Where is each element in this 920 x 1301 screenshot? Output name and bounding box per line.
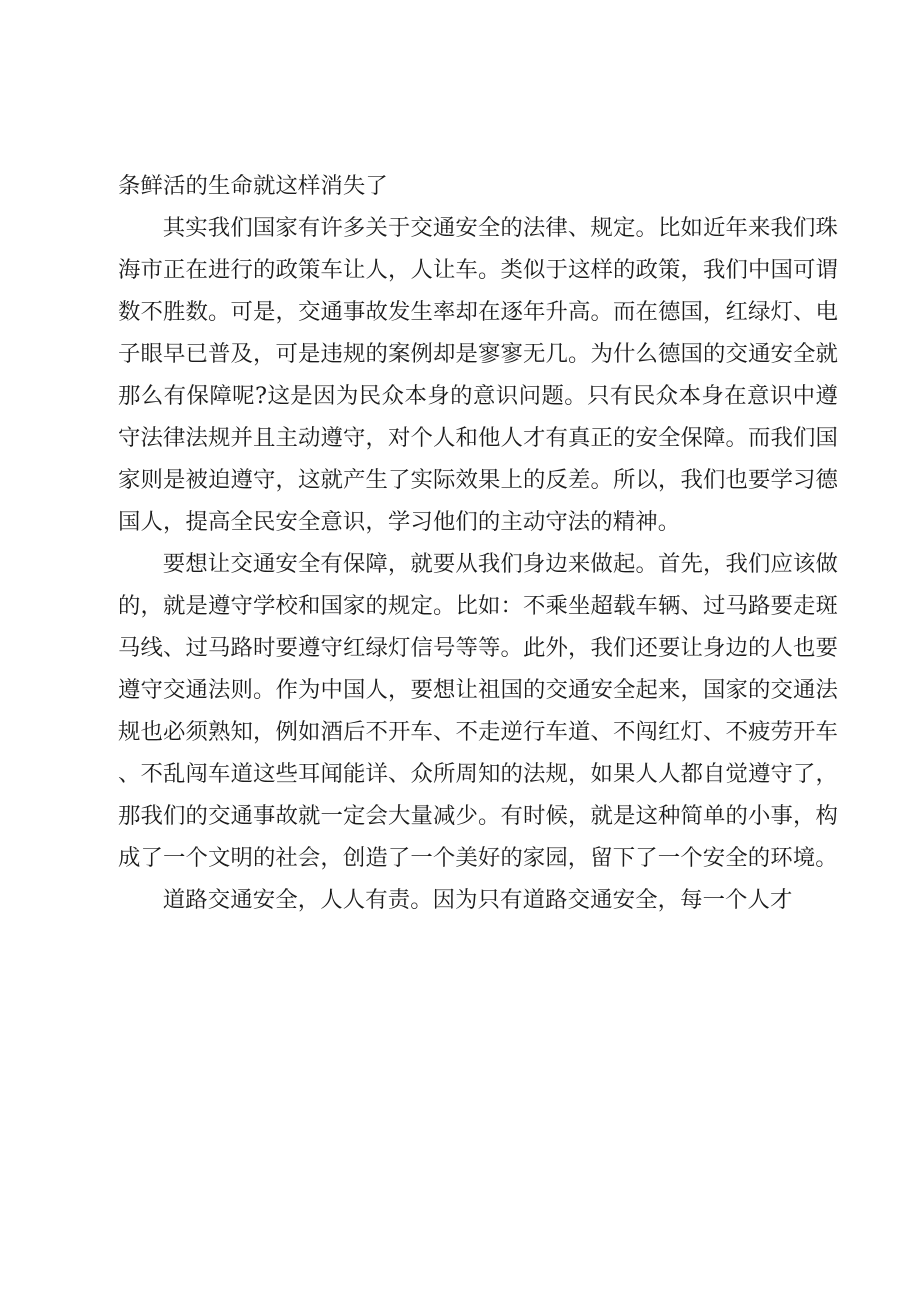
paragraph-start-with-ourselves: 要想让交通安全有保障，就要从我们身边来做起。首先，我们应该做的，就是遵守学校和国家的规定。比如：不乘坐超载车辆、过马路要走斑马线、过马路时要遵守红绿灯信号等等。此外，我们还要让身边的人也要遵守交通法则。作为中国人，要想让祖国的交通安全起来，国家的交通法规也必须熟知，例如酒后不开车、不走逆行车道、不闯红灯、不疲劳开车、不乱闯车道这些耳闻能详、众所周知的法规，如果人人都自觉遵守了，那我们的交通事故就一定会大量减少。有时候，就是这种简单的小事，构成了一个文明的社会，创造了一个美好的家园，留下了一个安全的环境。	[118, 551, 838, 871]
paragraph-everyone-responsible: 道路交通安全，人人有责。因为只有道路交通安全，每一个人才	[162, 887, 793, 913]
paragraph-continuation: 条鲜活的生命就这样消失了	[118, 173, 388, 199]
paragraph-traffic-laws: 其实我们国家有许多关于交通安全的法律、规定。比如近年来我们珠海市正在进行的政策车让人，人让车。类似于这样的政策，我们中国可谓数不胜数。可是，交通事故发生率却在逐年升高。而在德国，红绿灯、电子眼早已普及，可是违规的案例却是寥寥无几。为什么德国的交通安全就那么有保障呢?这是因为民众本身的意识问题。只有民众本身在意识中遵守法律法规并且主动遵守，对个人和他人才有真正的安全保障。而我们国家则是被迫遵守，这就产生了实际效果上的反差。所以，我们也要学习德国人，提高全民安全意识，学习他们的主动守法的精神。	[118, 215, 838, 535]
document-body	[118, 165, 838, 921]
